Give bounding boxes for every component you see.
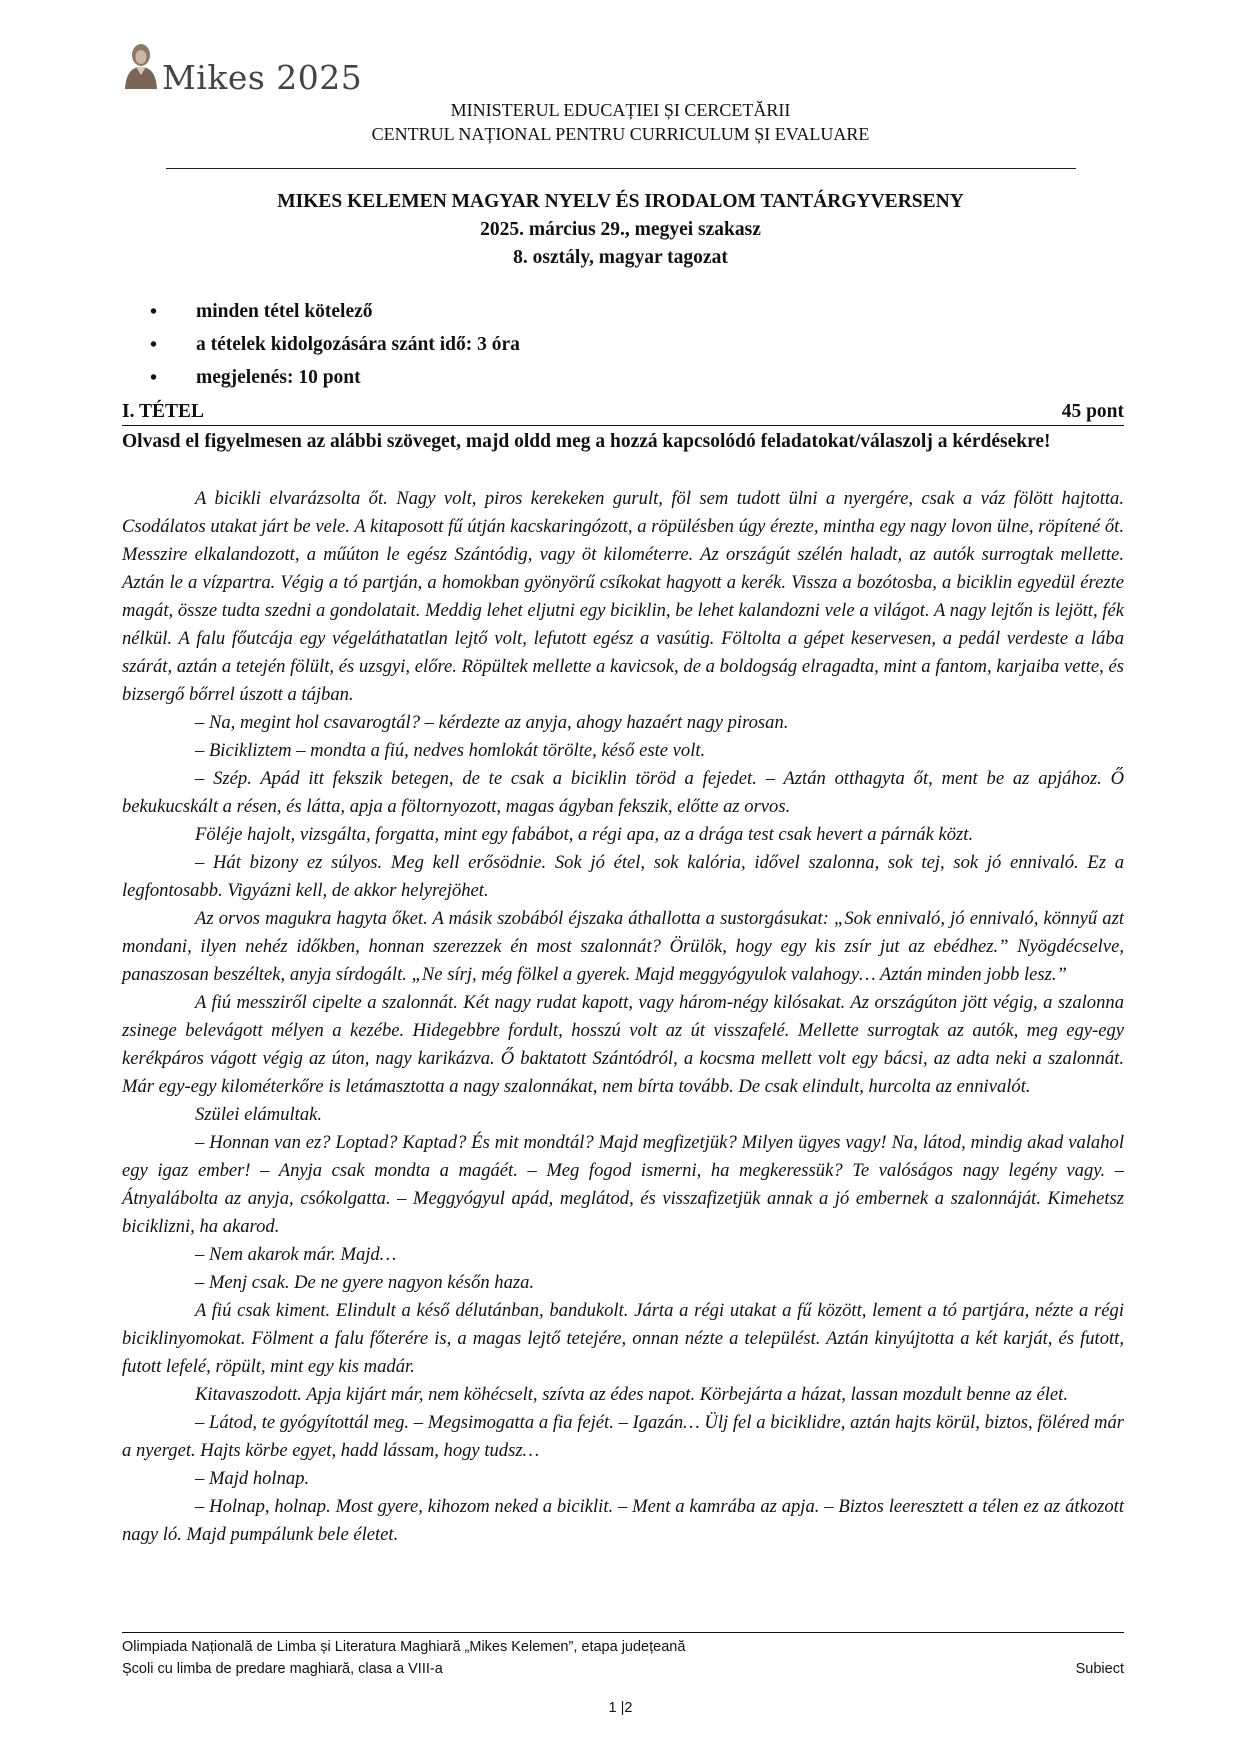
ministry-name: MINISTERUL EDUCAȚIEI ȘI CERCETĂRII bbox=[450, 100, 791, 120]
paragraph: – Látod, te gyógyítottál meg. – Megsimogatta a fia fejét. – Igazán… Ülj fel a biciklidre, aztán hajts körül, biztos, föléred már a nyerget. Hajts körbe egyet, hadd lássam, hogy tudsz… bbox=[122, 1412, 1124, 1461]
paragraph: Föléje hajolt, vizsgálta, forgatta, mint egy fabábot, a régi apa, az a drága test csak hevert a párnák közt. bbox=[195, 824, 974, 845]
paragraph: A fiú messziről cipelte a szalonnát. Két nagy rudat kapott, vagy három-négy kilósakat. Az országúton jött végig, a szalonna zsinege belevágott mélyen a kezébe. Hidegebbre fordult, hosszú volt az út visszafelé. Mellette surrogtak az autók, meg egy-egy kerékpáros vágott végig az úton, nagy karikázva. Ő baktatott Szántódról, a kocsma mellett volt egy bácsi, az adta neki a szalonnát. Már egy-egy kilométerkőre is letámasztotta a nagy szalonnákat, nem bírta tovább. De csak elindult, hurcolta az ennivalót. bbox=[122, 992, 1124, 1097]
logo bbox=[122, 46, 363, 97]
competition-date: 2025. március 29., megyei szakasz bbox=[480, 219, 761, 240]
section-heading bbox=[122, 399, 1124, 426]
paragraph: – Menj csak. De ne gyere nagyon későn haza. bbox=[195, 1272, 535, 1293]
header-divider bbox=[166, 168, 1076, 169]
paragraph: A bicikli elvarázsolta őt. Nagy volt, piros kerekeken gurult, föl sem tudott ülni a nyergére, csak a váz fölött hajtotta. Csodálatos utakat járt be vele. A kitaposott fű útján kacskaringózott, a röpülésben úgy érezte, mintha egy nagy lovon ülne, röpítené őt. Messzire elkalandozott, a műúton le egész Szántódig, vagy öt kilométerre. Az országút szélén haladt, az autók surrogtak mellette. Aztán le a vízpartra. Végig a tó partján, a homokban gyönyörű csíkokat hagyott a kerék. Vissza a bozótosba, a biciklin egyedül érezte magát, össze tudta szedni a gondolatait. Meddig lehet eljutni egy biciklin, be lehet kalandozni vele a világot. A nagy lejtőn is lejött, fék nélkül. A falu főutcája egy végeláthatatlan lejtő volt, lefutott egész a vasútig. Föltolta a gépet keservesen, a pedál verdeste a lába szárát, aztán a tetején fölült, és uzsgyi, előre. Röpültek mellette a kavicsok, de a boldogság elragadta, mint a fantom, karjaiba vette, és bizsergő bőrrel úszott a tájban. bbox=[122, 488, 1124, 705]
portrait-icon bbox=[122, 41, 160, 94]
footer-subject: Subiect bbox=[1075, 1661, 1124, 1677]
footer-line-1: Olimpiada Națională de Limba și Literatura Maghiară „Mikes Kelemen”, etapa județeană bbox=[122, 1639, 686, 1655]
paragraph: – Nem akarok már. Majd… bbox=[195, 1244, 397, 1265]
logo-text: Mikes 2025 bbox=[162, 58, 363, 97]
paragraph: – Na, megint hol csavarogtál? – kérdezte az anyja, ahogy hazaért nagy pirosan. bbox=[195, 712, 789, 733]
competition-class: 8. osztály, magyar tagozat bbox=[513, 247, 728, 268]
list-item: • minden tétel kötelező bbox=[150, 298, 520, 331]
paragraph: – Holnap, holnap. Most gyere, kihozom neked a biciklit. – Ment a kamrába az apja. – Biztos leeresztett a télen ez az átkozott nagy ló. Majd pumpálunk bele életet. bbox=[122, 1496, 1124, 1545]
section-label: I. TÉTEL bbox=[122, 401, 205, 422]
title-block bbox=[0, 188, 1241, 272]
page-number: 1 |2 bbox=[608, 1700, 633, 1716]
list-item: • a tételek kidolgozására szánt idő: 3 óra bbox=[150, 331, 520, 364]
task-instruction: Olvasd el figyelmesen az alábbi szöveget, majd oldd meg a hozzá kapcsolódó feladatokat/válaszolj a kérdésekre! bbox=[122, 431, 1051, 452]
paragraph: Szülei elámultak. bbox=[195, 1104, 323, 1125]
paragraph: – Honnan van ez? Loptad? Kaptad? És mit mondtál? Majd megfizetjük? Milyen ügyes vagy! Na, látod, mindig akad valahol egy igaz ember! – Anyja csak mondta a magáét. – Meg fogod ismerni, ha megkeressük? Te valóságos nagy legény vagy. – Átnyalábolta az anyja, csókolgatta. – Meggyógyul apád, meglátod, és visszafizetjük annak a jó embernek a szalonnáját. Kimehetsz biciklizni, ha akarod. bbox=[122, 1132, 1124, 1237]
center-name: CENTRUL NAȚIONAL PENTRU CURRICULUM ȘI EVALUARE bbox=[371, 124, 870, 144]
paragraph: – Szép. Apád itt fekszik betegen, de te csak a biciklin töröd a fejedet. – Aztán otthagyta őt, ment be az apjához. Ő bekukucskált a résen, és látta, apja a föltornyozott, magas ágyban fekszik, előtte az orvos. bbox=[122, 768, 1124, 817]
footer-line-2: Școli cu limba de predare maghiară, clasa a VIII-a bbox=[122, 1661, 443, 1677]
paragraph: Az orvos magukra hagyta őket. A másik szobából éjszaka áthallotta a sustorgásukat: „Sok ennivaló, jó ennivaló, könnyű azt mondani, ilyen nehéz időkben, honnan szerezzek én most szalonnát? Örülök, hogy egy kis zsír jut az ebédhez.” Nyögdécselve, panaszosan beszéltek, anyja sírdogált. „Ne sírj, még fölkel a gyerek. Majd meggyógyulok valahogy… Aztán minden jobb lesz.” bbox=[122, 908, 1124, 985]
paragraph: – Hát bizony ez súlyos. Meg kell erősödnie. Sok jó étel, sok kalória, idővel szalonna, sok tej, sok jó ennivaló. Ez a legfontosabb. Vigyázni kell, de akkor helyrejöhet. bbox=[122, 852, 1124, 901]
footer-row bbox=[122, 1658, 1124, 1680]
footer bbox=[122, 1636, 1124, 1680]
rules-list bbox=[150, 298, 520, 397]
story-text bbox=[122, 485, 1124, 1549]
list-item: • megjelenés: 10 pont bbox=[150, 364, 520, 397]
paragraph: A fiú csak kiment. Elindult a késő délutánban, bandukolt. Járta a régi utakat a fű között, lement a tó partjára, nézte a régi biciklinyomokat. Fölment a falu főterére is, a magas lejtő tetejére, onnan nézte a települést. Aztán kinyújtotta a két karját, és futott, futott lefelé, röpült, mint egy kis madár. bbox=[122, 1300, 1124, 1377]
ministry-header bbox=[0, 98, 1241, 146]
paragraph: Kitavaszodott. Apja kijárt már, nem köhécselt, szívta az édes napot. Körbejárta a házat, lassan mozdult benne az élet. bbox=[195, 1384, 1068, 1405]
footer-divider bbox=[122, 1632, 1124, 1633]
paragraph: – Bicikliztem – mondta a fiú, nedves homlokát törölte, késő este volt. bbox=[195, 740, 706, 761]
paragraph: – Majd holnap. bbox=[195, 1468, 310, 1489]
competition-title: MIKES KELEMEN MAGYAR NYELV ÉS IRODALOM TANTÁRGYVERSENY bbox=[277, 191, 964, 212]
section-points: 45 pont bbox=[1061, 401, 1124, 422]
